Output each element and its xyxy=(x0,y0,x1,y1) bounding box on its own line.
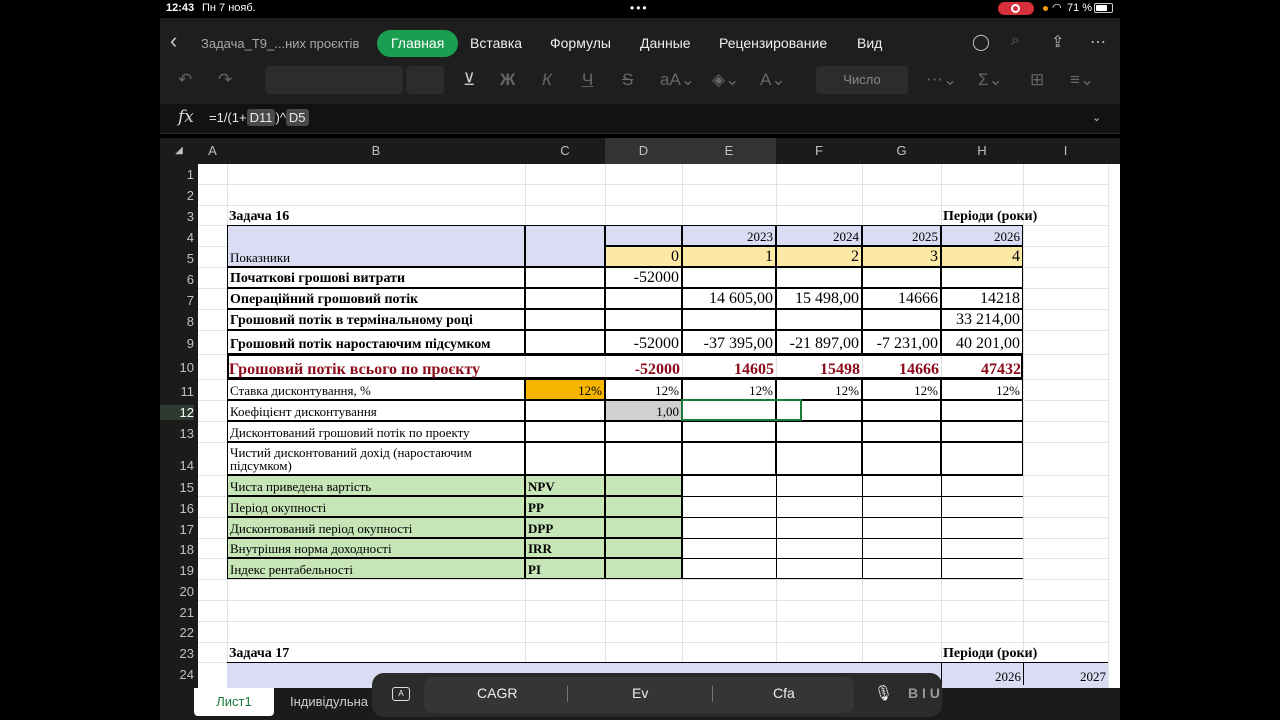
cell-f7[interactable]: 15 498,00 xyxy=(776,288,862,309)
cell-d17[interactable] xyxy=(605,517,682,538)
cell-f4[interactable]: 2024 xyxy=(776,225,862,246)
tab-formulas[interactable]: Формулы xyxy=(550,35,611,51)
cell-d12[interactable]: 1,00 xyxy=(605,400,682,421)
row-header[interactable]: 8 xyxy=(186,314,194,329)
font-size-aa-icon[interactable]: aA⌄ xyxy=(660,70,696,89)
ribbon-toolbar xyxy=(160,62,1120,98)
font-color-icon[interactable]: A⌄ xyxy=(760,70,786,89)
autosum-icon[interactable]: Σ⌄ xyxy=(978,70,1003,89)
cell-g11[interactable]: 12% xyxy=(862,379,941,400)
cell-e10[interactable]: 14605 xyxy=(734,361,774,378)
mic-indicator-icon xyxy=(1043,6,1048,11)
cell-h8[interactable]: 33 214,00 xyxy=(941,309,1023,330)
status-bar xyxy=(160,0,1120,18)
cell-b3[interactable]: Задача 16 xyxy=(229,209,290,224)
row-header[interactable]: 5 xyxy=(186,251,194,266)
tab-data[interactable]: Данные xyxy=(640,35,691,51)
formula-ref-d11: D11 xyxy=(247,109,276,126)
row-header[interactable]: 14 xyxy=(179,458,194,473)
cell-b16[interactable]: Період окупності xyxy=(227,496,525,517)
cell-c15[interactable]: NPV xyxy=(525,475,605,496)
cell-d19[interactable] xyxy=(605,558,682,579)
cell-f8[interactable] xyxy=(776,309,862,330)
cell-h6[interactable] xyxy=(941,267,1023,288)
cell-c8[interactable] xyxy=(525,309,605,330)
more-icon[interactable]: ⋯ xyxy=(1090,34,1106,51)
search-icon[interactable]: ⌕ xyxy=(1011,32,1020,49)
cell-g8[interactable] xyxy=(862,309,941,330)
bold-icon[interactable]: Ж xyxy=(500,70,516,89)
cell-g13[interactable] xyxy=(862,421,941,442)
cell-b12[interactable]: Коефіцієнт дисконтування xyxy=(227,400,525,421)
cell-b19[interactable]: Індекс рентабельності xyxy=(227,558,525,579)
battery-icon xyxy=(1094,3,1113,13)
cell-b13[interactable]: Дисконтований грошовий потік по проекту xyxy=(227,421,525,442)
row-header[interactable]: 24 xyxy=(179,667,194,682)
col-header-g[interactable]: G xyxy=(896,143,907,158)
multitask-dots[interactable]: ••• xyxy=(630,1,649,15)
cell-c9[interactable] xyxy=(525,330,605,354)
row-header[interactable]: 15 xyxy=(179,480,194,495)
cell-g12[interactable] xyxy=(862,400,941,421)
cell-b7[interactable]: Операційний грошовий потік xyxy=(227,288,525,309)
col-header-i[interactable]: I xyxy=(1063,143,1068,158)
cell-c7[interactable] xyxy=(525,288,605,309)
cell-h5[interactable]: 4 xyxy=(941,246,1023,267)
cell-b17[interactable]: Дисконтований період окупності xyxy=(227,517,525,538)
tab-view[interactable]: Вид xyxy=(857,35,883,51)
strikethrough-icon[interactable]: S xyxy=(622,70,634,89)
col-header-b[interactable]: B xyxy=(371,143,381,158)
column-headers xyxy=(160,138,1120,164)
row-header[interactable]: 1 xyxy=(186,167,194,182)
lightbulb-icon[interactable]: ◯ xyxy=(972,34,990,51)
cell-b11[interactable]: Ставка дисконтування, % xyxy=(227,379,525,400)
cell-d7[interactable] xyxy=(605,288,682,309)
row-header[interactable]: 3 xyxy=(186,209,194,224)
cell-g4[interactable]: 2025 xyxy=(862,225,941,246)
formula-part: =1/(1+ xyxy=(209,110,247,125)
row-header[interactable]: 16 xyxy=(179,501,194,516)
redo-icon[interactable]: ↷ xyxy=(218,70,233,89)
cell-d10[interactable]: -52000 xyxy=(634,361,680,378)
col-header-e[interactable]: E xyxy=(682,138,776,164)
cell-e7[interactable]: 14 605,00 xyxy=(682,288,776,309)
suggestion-cagr[interactable]: CAGR xyxy=(477,685,518,701)
cell-e13[interactable] xyxy=(682,421,776,442)
cell-c11[interactable]: 12% xyxy=(525,379,605,400)
cell-f9[interactable]: -21 897,00 xyxy=(776,330,862,354)
chevron-down-icon[interactable]: ⌄ xyxy=(1092,112,1102,124)
cell-b8[interactable]: Грошовий потік в термінальному році xyxy=(227,309,525,330)
col-header-d[interactable]: D xyxy=(605,138,682,164)
cell-c12[interactable] xyxy=(525,400,605,421)
suggestion-divider xyxy=(712,686,713,702)
selection-range[interactable] xyxy=(681,399,802,421)
row-header[interactable]: 20 xyxy=(179,584,194,599)
cell-f5[interactable]: 2 xyxy=(776,246,862,267)
col-header-h[interactable]: H xyxy=(977,143,987,158)
cell-e11[interactable]: 12% xyxy=(682,379,776,400)
cell-g14[interactable] xyxy=(862,442,941,475)
cell-e5[interactable]: 1 xyxy=(682,246,776,267)
row-header[interactable]: 17 xyxy=(179,522,194,537)
fill-color-icon[interactable]: ◈⌄ xyxy=(712,70,740,89)
suggestion-cfa[interactable]: Cfa xyxy=(773,685,795,701)
sheet-right-edge xyxy=(1108,164,1120,688)
format-painter-icon[interactable]: ⊻ xyxy=(463,70,476,89)
cell-c6[interactable] xyxy=(525,267,605,288)
cell-e9[interactable]: -37 395,00 xyxy=(682,330,776,354)
cell-c14[interactable] xyxy=(525,442,605,475)
row-header[interactable]: 11 xyxy=(180,384,194,399)
cell-b18[interactable]: Внутрішня норма доходності xyxy=(227,538,525,558)
row-header[interactable]: 9 xyxy=(186,336,194,351)
more-options-icon[interactable]: ⋯⌄ xyxy=(926,70,958,89)
function-icon[interactable]: fx xyxy=(178,107,194,127)
row-header[interactable]: 21 xyxy=(179,605,194,620)
cell-f6[interactable] xyxy=(776,267,862,288)
cell-d14[interactable] xyxy=(605,442,682,475)
formula-part: )^ xyxy=(275,110,286,125)
cell-c13[interactable] xyxy=(525,421,605,442)
tab-review[interactable]: Рецензирование xyxy=(719,35,828,51)
col-header-a[interactable]: A xyxy=(208,143,217,158)
cell-h7[interactable]: 14218 xyxy=(941,288,1023,309)
text-format-icon[interactable]: B I U xyxy=(908,685,940,701)
cell-b15[interactable]: Чиста приведена вартість xyxy=(227,475,525,496)
cell-e14[interactable] xyxy=(682,442,776,475)
cell-b14[interactable]: Чистий дисконтований дохід (наростаючим підсумком) xyxy=(227,442,525,475)
cell-d15[interactable] xyxy=(605,475,682,496)
cell-h23[interactable]: Періоди (роки) xyxy=(943,646,1038,661)
cell-g6[interactable] xyxy=(862,267,941,288)
worksheet[interactable] xyxy=(198,164,1108,688)
screen-record-icon xyxy=(998,2,1034,15)
cell-b23[interactable]: Задача 17 xyxy=(229,646,290,661)
cell-d9[interactable]: -52000 xyxy=(605,330,682,354)
row-header[interactable]: 19 xyxy=(179,563,194,578)
row-header[interactable]: 4 xyxy=(186,230,194,245)
cell-g5[interactable]: 3 xyxy=(862,246,941,267)
cell-c19[interactable]: PI xyxy=(525,558,605,579)
share-icon[interactable]: ⇪ xyxy=(1051,34,1065,51)
number-format-box[interactable]: Число xyxy=(816,66,908,94)
cell-f11[interactable]: 12% xyxy=(776,379,862,400)
cell-c16[interactable]: PP xyxy=(525,496,605,517)
font-size-box[interactable] xyxy=(406,66,444,94)
battery-percent: 71 % xyxy=(1067,2,1093,14)
document-title[interactable]: Задача_Т9_...них проєктів xyxy=(201,36,360,51)
undo-icon[interactable]: ↶ xyxy=(178,70,193,89)
sheet-tab-individual[interactable]: Індивідульна xyxy=(290,694,368,709)
formula-ref-d5: D5 xyxy=(286,109,309,126)
font-name-box[interactable] xyxy=(265,66,403,94)
tab-insert[interactable]: Вставка xyxy=(470,35,523,51)
cell-d6[interactable]: -52000 xyxy=(605,267,682,288)
cell-b4-5[interactable]: Показники xyxy=(227,225,525,267)
row-header[interactable]: 18 xyxy=(179,542,194,557)
cell-b9[interactable]: Грошовий потік наростаючим підсумком xyxy=(227,330,525,354)
cell-f10[interactable]: 15498 xyxy=(820,361,860,378)
row-header[interactable]: 23 xyxy=(179,646,194,661)
cell-h10[interactable]: 47432 xyxy=(981,361,1021,378)
cell-b10[interactable]: Грошовий потік всього по проєкту xyxy=(229,361,481,378)
formula-bar xyxy=(160,104,1120,134)
cell-h12[interactable] xyxy=(941,400,1023,421)
row-headers xyxy=(160,164,198,688)
cell-h24[interactable]: 2026 xyxy=(941,662,1023,685)
underline-icon[interactable]: Ч xyxy=(582,70,594,89)
row-header[interactable]: 10 xyxy=(179,360,194,375)
row-header[interactable]: 6 xyxy=(186,272,194,287)
cell-g10[interactable]: 14666 xyxy=(899,361,939,378)
row-header[interactable]: 7 xyxy=(186,293,194,308)
cell-g7[interactable]: 14666 xyxy=(862,288,941,309)
cell-d5[interactable]: 0 xyxy=(605,246,682,267)
tab-home[interactable]: Главная xyxy=(377,30,458,57)
ribbon xyxy=(160,18,1120,104)
cell-d4[interactable] xyxy=(605,225,682,246)
wifi-icon: ◠ xyxy=(1052,2,1062,14)
cell-d13[interactable] xyxy=(605,421,682,442)
cell-e4[interactable]: 2023 xyxy=(682,225,776,246)
cell-e6[interactable] xyxy=(682,267,776,288)
suggestion-divider xyxy=(567,686,568,702)
cell-c18[interactable]: IRR xyxy=(525,538,605,558)
status-date: Пн 7 нояб. xyxy=(202,2,256,14)
cell-e8[interactable] xyxy=(682,309,776,330)
row-header-active[interactable]: 12 xyxy=(160,405,194,420)
cell-h11[interactable]: 12% xyxy=(941,379,1023,400)
cell-c4-5[interactable] xyxy=(525,225,605,267)
insert-icon[interactable]: ⊞ xyxy=(1030,70,1045,89)
cell-i24[interactable]: 2027 xyxy=(1023,662,1108,685)
cell-h4[interactable]: 2026 xyxy=(941,225,1023,246)
suggestion-ev[interactable]: Ev xyxy=(632,685,649,701)
sort-filter-icon[interactable]: ≡⌄ xyxy=(1070,70,1095,89)
cell-f13[interactable] xyxy=(776,421,862,442)
sheet-tab-list1[interactable]: Лист1 xyxy=(194,688,274,716)
formula-input[interactable] xyxy=(209,110,309,125)
keyboard-icon[interactable]: A xyxy=(392,687,410,701)
row-header[interactable]: 22 xyxy=(179,625,194,640)
cell-f14[interactable] xyxy=(776,442,862,475)
keyboard-suggestion-bar xyxy=(372,673,942,717)
col-header-f[interactable]: F xyxy=(815,143,823,158)
row-header[interactable]: 13 xyxy=(179,426,194,441)
status-time: 12:43 xyxy=(166,2,195,14)
cell-d8[interactable] xyxy=(605,309,682,330)
col-header-c[interactable]: C xyxy=(560,143,570,158)
microphone-icon[interactable]: 🎙 xyxy=(874,685,894,702)
cell-g9[interactable]: -7 231,00 xyxy=(862,330,941,354)
cell-h13[interactable] xyxy=(941,421,1023,442)
cell-h3[interactable]: Періоди (роки) xyxy=(943,209,1038,224)
cell-c17[interactable]: DPP xyxy=(525,517,605,538)
cell-d11[interactable]: 12% xyxy=(605,379,682,400)
cell-h9[interactable]: 40 201,00 xyxy=(941,330,1023,354)
chevron-left-icon[interactable]: ‹ xyxy=(170,28,178,53)
cell-h14[interactable] xyxy=(941,442,1023,475)
cell-b6[interactable]: Початкові грошові витрати xyxy=(227,267,525,288)
row-header[interactable]: 2 xyxy=(186,188,194,203)
italic-icon[interactable]: К xyxy=(542,70,553,89)
cell-d16[interactable] xyxy=(605,496,682,517)
ribbon-nav xyxy=(160,22,1120,60)
select-all-icon[interactable]: ◢ xyxy=(175,145,183,156)
cell-d18[interactable] xyxy=(605,538,682,558)
